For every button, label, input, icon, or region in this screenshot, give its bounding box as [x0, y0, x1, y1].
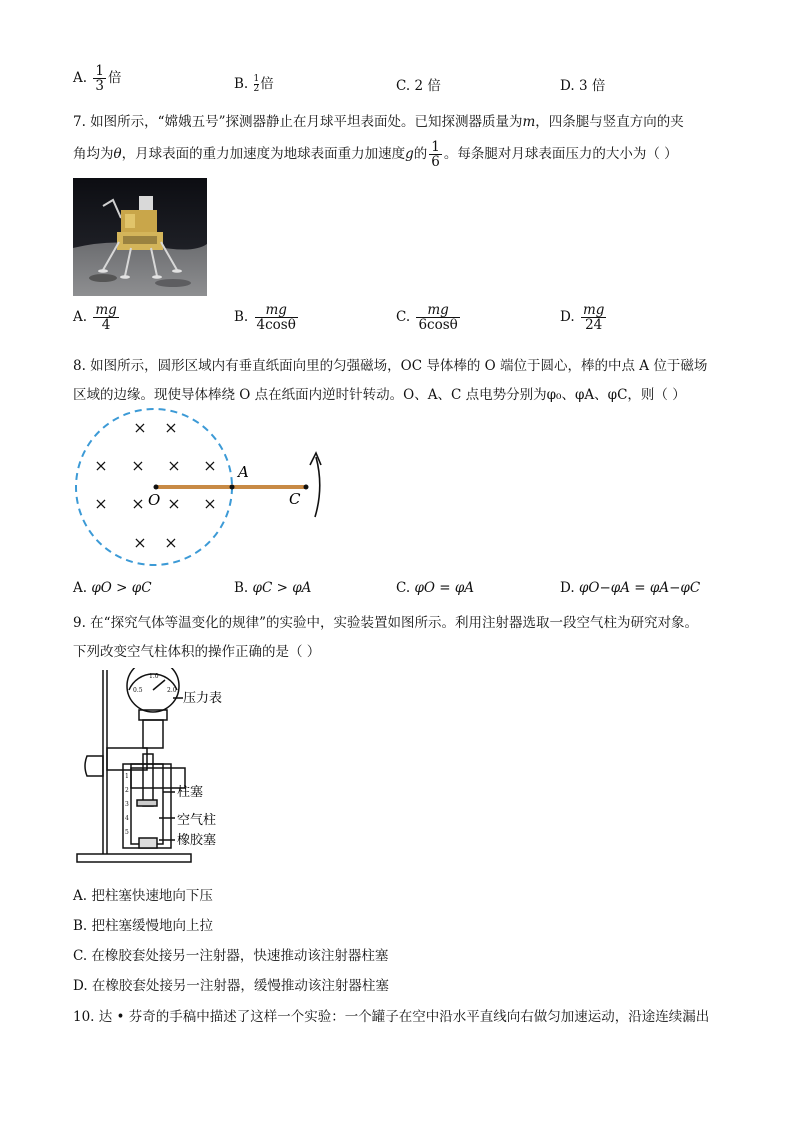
q9-option-b: B. 把柱塞缓慢地向上拉: [73, 918, 214, 934]
cross-mark: ×: [133, 533, 147, 552]
q8-option-d: D. φO−φA = φA−φC: [560, 580, 701, 596]
q8-option-a: A. φO > φC: [73, 580, 152, 596]
svg-text:1.0: 1.0: [149, 673, 159, 680]
svg-text:0.5: 0.5: [133, 687, 143, 694]
cross-mark: ×: [203, 494, 217, 513]
syringe-apparatus-diagram: [73, 668, 243, 868]
cross-mark: ×: [164, 418, 178, 437]
label-air-column: 空气柱: [177, 813, 217, 828]
cross-mark: ×: [164, 533, 178, 552]
label-o: O: [148, 491, 161, 509]
rotation-arrow: [315, 457, 320, 517]
cross-mark: ×: [131, 456, 145, 475]
q7-stem-line1: 7. 如图所示，“嫦娥五号”探测器静止在月球平坦表面处。已知探测器质量为m，四条腿与竖直方向的夹: [73, 114, 684, 130]
magnetic-field-diagram: [70, 405, 340, 575]
q7-option-d: D. $\frac{mg}{24}$: [560, 302, 605, 334]
cross-mark: ×: [94, 456, 108, 475]
q8-stem-line1: 8. 如图所示，圆形区域内有垂直纸面向里的匀强磁场，OC 导体棒的 O 端位于圆心，棒的中点 A 位于磁场: [73, 358, 708, 374]
cross-mark: ×: [167, 494, 181, 513]
q7-option-b: B. $\frac{mg}{4\cos\theta}$: [234, 302, 296, 334]
svg-text:2: 2: [125, 787, 129, 794]
cross-mark: ×: [94, 494, 108, 513]
q8-stem-line2: 区域的边缘。现使导体棒绕 O 点在纸面内逆时针转动。O、A、C 点电势分别为φ₀、φA、φC，则（ ）: [73, 387, 686, 403]
svg-text:3: 3: [125, 801, 129, 808]
q7-option-c: C. $\frac{mg}{6\cos\theta}$: [396, 302, 458, 334]
q8-option-b: B. φC > φA: [234, 580, 312, 596]
label-a: A: [238, 463, 249, 481]
q7-option-a: A. $\frac{mg}{4}$: [73, 302, 117, 334]
q6-option-a: A. $\frac{1}{3}$ 倍: [73, 63, 122, 95]
q6-option-d: D. 3 倍: [560, 78, 606, 94]
q9-option-d: D. 在橡胶套处接另一注射器，缓慢推动该注射器柱塞: [73, 978, 389, 994]
arrow-head-icon: [310, 453, 321, 465]
svg-text:5: 5: [125, 829, 129, 836]
q7-stem-line2: 角均为θ，月球表面的重力加速度为地球表面重力加速度g的 $\frac{1}{6}$ 。每条腿对月球表面压力的大小为（ ）: [73, 139, 678, 171]
q10-stem-line1: 10. 达 • 芬奇的手稿中描述了这样一个实验：一个罐子在空中沿水平直线向右做匀加速运动，沿途连续漏出: [73, 1009, 710, 1025]
cross-mark: ×: [167, 456, 181, 475]
q9-stem-line2: 下列改变空气柱体积的操作正确的是（ ）: [73, 644, 321, 660]
label-pressure-gauge: 压力表: [183, 691, 223, 706]
q6-option-c: C. 2 倍: [396, 78, 441, 94]
label-c: C: [289, 490, 301, 508]
lunar-lander-photo: [73, 178, 207, 296]
svg-text:1: 1: [125, 773, 129, 780]
svg-text:4: 4: [125, 815, 129, 822]
q9-option-c: C. 在橡胶套处接另一注射器，快速推动该注射器柱塞: [73, 948, 389, 964]
cross-mark: ×: [203, 456, 217, 475]
q9-option-a: A. 把柱塞快速地向下压: [73, 888, 213, 904]
q8-option-c: C. φO = φA: [396, 580, 475, 596]
cross-mark: ×: [133, 418, 147, 437]
cross-mark: ×: [131, 494, 145, 513]
label-plunger: 柱塞: [177, 785, 204, 800]
label-rubber-stopper: 橡胶塞: [177, 833, 217, 848]
svg-text:2.0: 2.0: [167, 687, 177, 694]
q6-option-b: B. $\frac{1}{2}$倍: [234, 74, 274, 94]
q9-stem-line1: 9. 在“探究气体等温变化的规律”的实验中，实验装置如图所示。利用注射器选取一段空气柱为研究对象。: [73, 615, 698, 631]
